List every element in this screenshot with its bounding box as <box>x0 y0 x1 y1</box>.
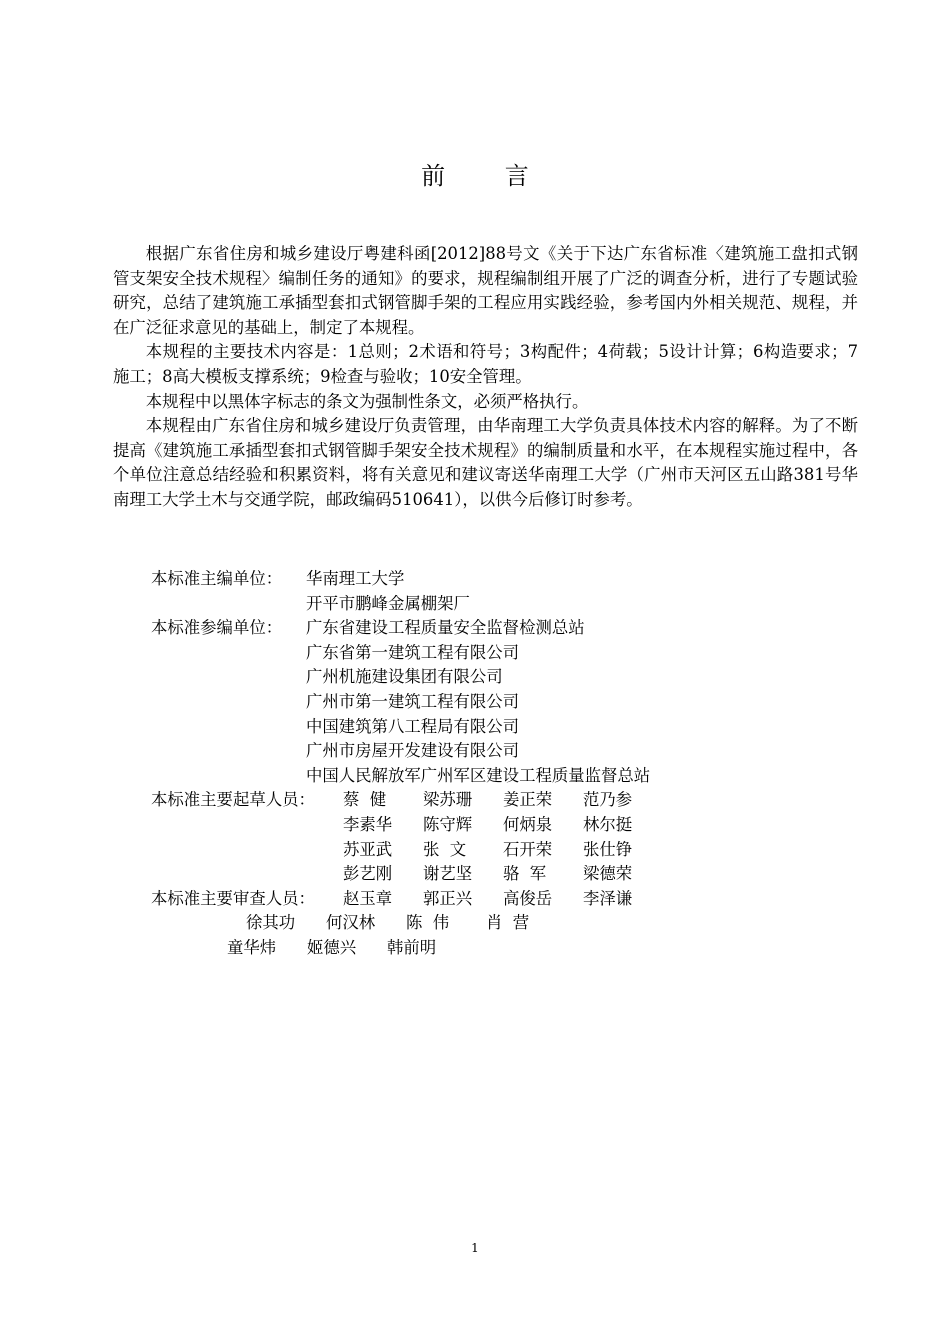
participating-editor-unit: 中国人民解放军广州军区建设工程质量监督总站 <box>306 765 651 785</box>
drafter-name: 范乃参 <box>583 790 633 810</box>
chief-editor-unit: 开平市鹏峰金属棚架厂 <box>306 593 470 613</box>
drafter-name: 林尔挺 <box>583 814 633 834</box>
participating-editor-unit: 广州市房屋开发建设有限公司 <box>306 741 520 761</box>
participating-editor-unit: 广东省第一建筑工程有限公司 <box>306 642 520 662</box>
drafter-row <box>151 813 851 838</box>
drafter-row <box>151 862 851 887</box>
drafter-row <box>151 788 851 813</box>
reviewer-name: 郭正兴 <box>423 888 473 908</box>
paragraph-mandatory: 本规程中以黑体字标志的条文为强制性条文，必须严格执行。 <box>145 391 589 411</box>
chief-editor-row <box>151 567 851 592</box>
participating-editor-unit: 中国建筑第八工程局有限公司 <box>306 716 520 736</box>
chief-editor-row <box>151 592 851 617</box>
reviewer-name: 童华炜 <box>227 937 277 957</box>
drafter-name: 陈守辉 <box>423 814 473 834</box>
reviewer-name: 肖 营 <box>486 913 530 933</box>
reviewer-name: 高俊岳 <box>503 888 553 908</box>
reviewers-label: 本标准主要审查人员： <box>151 888 315 908</box>
drafter-name: 蔡 健 <box>343 790 387 810</box>
drafter-name: 梁苏珊 <box>423 790 473 810</box>
page-number: 1 <box>471 1241 479 1255</box>
drafter-row <box>151 838 851 863</box>
reviewer-name: 李泽谦 <box>583 888 633 908</box>
reviewer-name: 韩前明 <box>387 937 437 957</box>
page-title: 前 言 <box>421 162 555 190</box>
editors-list <box>151 567 851 961</box>
drafter-name: 姜正荣 <box>503 790 553 810</box>
participating-editor-row <box>151 665 851 690</box>
paragraph-management: 本规程由广东省住房和城乡建设厅负责管理，由华南理工大学负责具体技术内容的解释。为了不断提高《建筑施工承插型套扣式钢管脚手架安全技术规程》的编制质量和水平，在本规程实施过程中，各个单位注意总结经验和积累资料，将有关意见和建议寄送华南理工大学（广州市天河区五山路381号华南理工大学土木与交通学院，邮政编码510641），以供今后修订时参考。 <box>113 416 858 509</box>
participating-editor-row <box>151 690 851 715</box>
participating-editor-unit: 广州机施建设集团有限公司 <box>306 667 503 687</box>
participating-editor-row <box>151 715 851 740</box>
drafter-name: 梁德荣 <box>583 864 633 884</box>
reviewer-name: 徐其功 <box>246 913 296 933</box>
preface-body <box>113 242 858 513</box>
chief-editors-label: 本标准主编单位： <box>151 569 283 588</box>
paragraph-basis: 根据广东省住房和城乡建设厅粤建科函[2012]88号文《关于下达广东省标准〈建筑施工盘扣式钢管支架安全技术规程〉编制任务的通知》的要求，规程编制组开展了广泛的调查分析，进行了专题试验研究，总结了建筑施工承插型套扣式钢管脚手架的工程应用实践经验，参考国内外相关规范、规程，并在广泛征求意见的基础上，制定了本规程。 <box>113 244 858 337</box>
reviewer-name: 陈 伟 <box>406 913 450 933</box>
drafter-name: 张仕铮 <box>583 839 633 859</box>
reviewer-row <box>151 936 851 961</box>
drafter-name: 苏亚武 <box>343 839 393 859</box>
drafter-name: 谢艺坚 <box>423 864 473 884</box>
participating-editor-unit: 广州市第一建筑工程有限公司 <box>306 691 520 711</box>
drafter-name: 石开荣 <box>503 839 553 859</box>
reviewer-name: 姬德兴 <box>307 937 357 957</box>
drafter-name: 何炳泉 <box>503 814 553 834</box>
participating-editors-label: 本标准参编单位： <box>151 618 283 638</box>
reviewer-name: 何汉林 <box>326 913 376 933</box>
chief-editor-unit: 华南理工大学 <box>306 569 405 588</box>
drafter-name: 彭艺刚 <box>343 864 393 884</box>
participating-editor-row <box>151 764 851 789</box>
participating-editor-row <box>151 616 851 641</box>
drafter-name: 张 文 <box>423 839 467 859</box>
participating-editor-unit: 广东省建设工程质量安全监督检测总站 <box>306 618 585 638</box>
reviewer-name: 赵玉章 <box>343 888 393 908</box>
paragraph-contents: 本规程的主要技术内容是：1总则；2术语和符号；3构配件；4荷载；5设计计算；6构造要求；7施工；8高大模板支撑系统；9检查与验收；10安全管理。 <box>113 342 858 386</box>
reviewer-row <box>151 911 851 936</box>
drafter-name: 骆 军 <box>503 864 547 884</box>
reviewer-row <box>151 887 851 912</box>
participating-editor-row <box>151 739 851 764</box>
drafter-name: 李素华 <box>343 814 393 834</box>
drafters-label: 本标准主要起草人员： <box>151 790 315 810</box>
participating-editor-row <box>151 641 851 666</box>
